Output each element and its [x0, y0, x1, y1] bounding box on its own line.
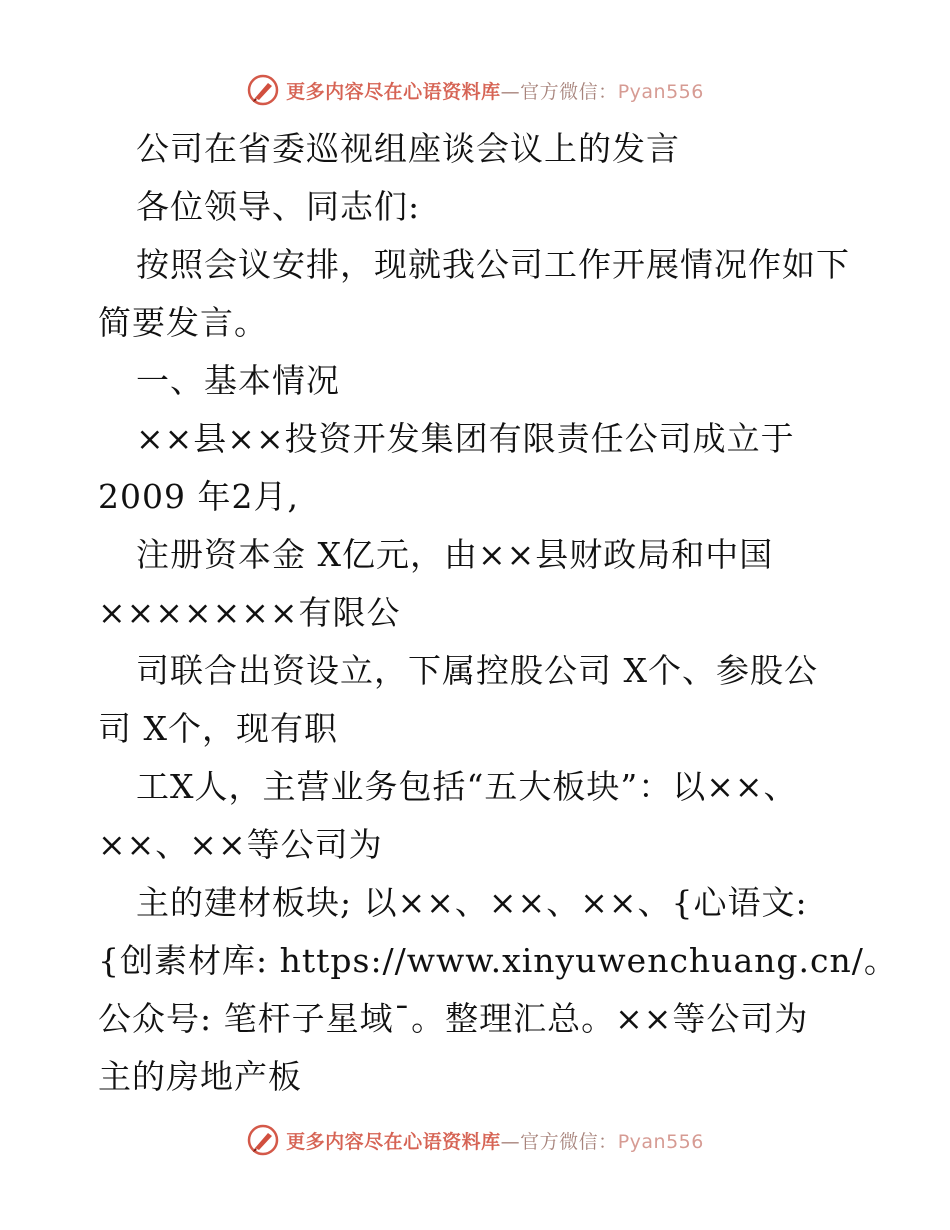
footer-banner-text: 更多内容尽在心语资料库—官方微信：Pyan556 [286, 1130, 704, 1153]
pen-logo-icon [246, 73, 280, 107]
paragraph-line: 主的建材板块; 以××、××、××、{心语文: [136, 883, 808, 922]
header-banner-text: 更多内容尽在心语资料库—官方微信：Pyan556 [286, 80, 704, 103]
paragraph-line: 公众号: 笔杆子星域¯。整理汇总。××等公司为 [98, 999, 809, 1038]
header-banner [0, 70, 950, 110]
document-body [98, 120, 898, 1106]
document-title: 公司在省委巡视组座谈会议上的发言 [136, 129, 680, 168]
section-heading: 一、基本情况 [136, 361, 340, 400]
pen-logo-icon [246, 1123, 280, 1157]
paragraph-line: 注册资本金 X亿元，由××县财政局和中国 [136, 535, 774, 574]
footer-banner [0, 1120, 950, 1160]
paragraph-line: ××县××投资开发集团有限责任公司成立于 [136, 419, 795, 458]
paragraph-line: 司联合出资设立，下属控股公司 X个、参股公 [136, 651, 818, 690]
paragraph-line: ××、××等公司为 [98, 825, 383, 864]
paragraph-line: 主的房地产板 [98, 1057, 302, 1096]
paragraph-line: 按照会议安排，现就我公司工作开展情况作如下 [136, 245, 850, 284]
paragraph-line: 简要发言。 [98, 303, 268, 342]
salutation: 各位领导、同志们: [136, 187, 421, 226]
paragraph-line: 司 X个，现有职 [98, 709, 338, 748]
paragraph-line: {创素材库: https://www.xinyuwenchuang.cn/。 [98, 941, 898, 980]
paragraph-line: 2009 年2月, [98, 477, 299, 516]
paragraph-line: 工X人，主营业务包括“五大板块”：以××、 [136, 767, 798, 806]
paragraph-line: ×××××××有限公 [98, 593, 401, 632]
